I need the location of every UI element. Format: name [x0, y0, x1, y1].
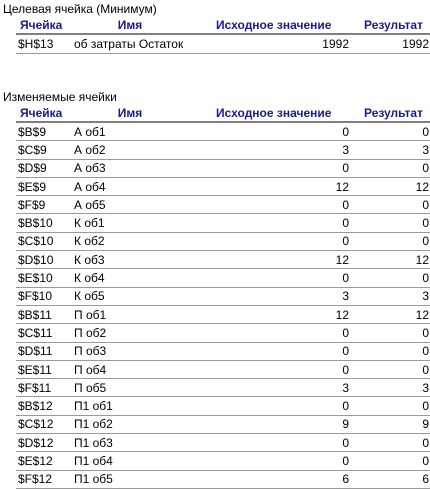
- original-value: 6: [192, 470, 351, 488]
- original-value: 0: [192, 269, 351, 287]
- table-row: [16, 196, 430, 214]
- cell-reference: $F$9: [16, 196, 68, 214]
- table-header-row: [16, 16, 430, 34]
- result-value: 0: [351, 214, 430, 232]
- cell-reference: $D$9: [16, 159, 68, 177]
- result-value: 12: [351, 251, 430, 269]
- result-value: 0: [351, 434, 430, 452]
- changing-cells-section-title: Изменяемые ячейки: [3, 90, 117, 104]
- cell-name: К об3: [68, 251, 192, 269]
- result-value: 12: [351, 305, 430, 323]
- result-value: 3: [351, 141, 430, 159]
- cell-reference: $E$12: [16, 452, 68, 470]
- cell-reference: $E$9: [16, 177, 68, 195]
- cell-reference: $H$13: [16, 34, 68, 54]
- result-value: 0: [351, 452, 430, 470]
- column-header-result: Результат: [364, 17, 423, 32]
- cell-name: П об1: [68, 305, 192, 323]
- cell-name: А об2: [68, 141, 192, 159]
- result-value: 0: [351, 342, 430, 360]
- target-cell-table: [16, 16, 430, 54]
- table-row: [16, 214, 430, 232]
- table-row: [16, 324, 430, 342]
- cell-reference: $B$12: [16, 397, 68, 415]
- cell-name: А об5: [68, 196, 192, 214]
- original-value: 9: [192, 415, 351, 433]
- column-header-result: Результат: [364, 105, 423, 120]
- result-value: 12: [351, 177, 430, 195]
- cell-name: П1 об5: [68, 470, 192, 488]
- original-value: 3: [192, 287, 351, 305]
- cell-name: П1 об2: [68, 415, 192, 433]
- cell-name: А об4: [68, 177, 192, 195]
- cell-name: П об2: [68, 324, 192, 342]
- original-value: 0: [192, 360, 351, 378]
- original-value: 0: [192, 159, 351, 177]
- table-row: [16, 287, 430, 305]
- cell-reference: $F$12: [16, 470, 68, 488]
- cell-reference: $B$10: [16, 214, 68, 232]
- table-row: [16, 34, 430, 54]
- cell-name: К об5: [68, 287, 192, 305]
- result-value: 0: [351, 397, 430, 415]
- result-value: 0: [351, 122, 430, 141]
- original-value: 0: [192, 434, 351, 452]
- original-value: 1992: [192, 34, 351, 54]
- cell-reference: $D$10: [16, 251, 68, 269]
- table-row: [16, 305, 430, 323]
- result-value: 3: [351, 379, 430, 397]
- original-value: 0: [192, 397, 351, 415]
- result-value: 0: [351, 324, 430, 342]
- cell-reference: $C$11: [16, 324, 68, 342]
- table-row: [16, 251, 430, 269]
- original-value: 0: [192, 232, 351, 250]
- column-header-name: Имя: [117, 105, 143, 120]
- cell-reference: $B$11: [16, 305, 68, 323]
- table-row: [16, 269, 430, 287]
- table-row: [16, 141, 430, 159]
- cell-reference: $E$11: [16, 360, 68, 378]
- cell-reference: $F$10: [16, 287, 68, 305]
- result-value: 9: [351, 415, 430, 433]
- table-row: [16, 379, 430, 397]
- cell-name: П1 об4: [68, 452, 192, 470]
- target-cell-section-title: Целевая ячейка (Минимум): [3, 2, 157, 16]
- table-row: [16, 159, 430, 177]
- result-value: 6: [351, 470, 430, 488]
- cell-reference: $C$12: [16, 415, 68, 433]
- cell-name: об затраты Остаток: [68, 34, 192, 54]
- cell-name: К об4: [68, 269, 192, 287]
- original-value: 0: [192, 196, 351, 214]
- table-row: [16, 397, 430, 415]
- table-row: [16, 434, 430, 452]
- table-row: [16, 415, 430, 433]
- cell-name: А об1: [68, 122, 192, 141]
- cell-name: А об3: [68, 159, 192, 177]
- cell-name: К об1: [68, 214, 192, 232]
- table-row: [16, 470, 430, 488]
- table-row: [16, 177, 430, 195]
- result-value: 0: [351, 232, 430, 250]
- cell-reference: $B$9: [16, 122, 68, 141]
- table-row: [16, 360, 430, 378]
- cell-reference: $C$10: [16, 232, 68, 250]
- result-value: 0: [351, 196, 430, 214]
- column-header-cell: Ячейка: [20, 17, 63, 32]
- original-value: 12: [192, 305, 351, 323]
- cell-reference: $C$9: [16, 141, 68, 159]
- table-header-row: [16, 104, 430, 122]
- original-value: 0: [192, 452, 351, 470]
- original-value: 0: [192, 214, 351, 232]
- result-value: 0: [351, 159, 430, 177]
- original-value: 12: [192, 177, 351, 195]
- table-row: [16, 122, 430, 141]
- cell-reference: $D$12: [16, 434, 68, 452]
- original-value: 3: [192, 379, 351, 397]
- cell-reference: $F$11: [16, 379, 68, 397]
- table-row: [16, 342, 430, 360]
- cell-reference: $E$10: [16, 269, 68, 287]
- table-row: [16, 452, 430, 470]
- cell-name: К об2: [68, 232, 192, 250]
- original-value: 3: [192, 141, 351, 159]
- cell-name: П об3: [68, 342, 192, 360]
- cell-name: П1 об3: [68, 434, 192, 452]
- original-value: 0: [192, 122, 351, 141]
- cell-name: П1 об1: [68, 397, 192, 415]
- result-value: 0: [351, 360, 430, 378]
- result-value: 0: [351, 269, 430, 287]
- changing-cells-table: [16, 104, 430, 489]
- result-value: 3: [351, 287, 430, 305]
- cell-name: П об5: [68, 379, 192, 397]
- original-value: 0: [192, 324, 351, 342]
- result-value: 1992: [351, 34, 430, 54]
- original-value: 12: [192, 251, 351, 269]
- column-header-cell: Ячейка: [20, 105, 63, 120]
- column-header-original-value: Исходное значение: [216, 105, 332, 120]
- column-header-original-value: Исходное значение: [216, 17, 332, 32]
- cell-reference: $D$11: [16, 342, 68, 360]
- cell-name: П об4: [68, 360, 192, 378]
- column-header-name: Имя: [117, 17, 143, 32]
- original-value: 0: [192, 342, 351, 360]
- table-row: [16, 232, 430, 250]
